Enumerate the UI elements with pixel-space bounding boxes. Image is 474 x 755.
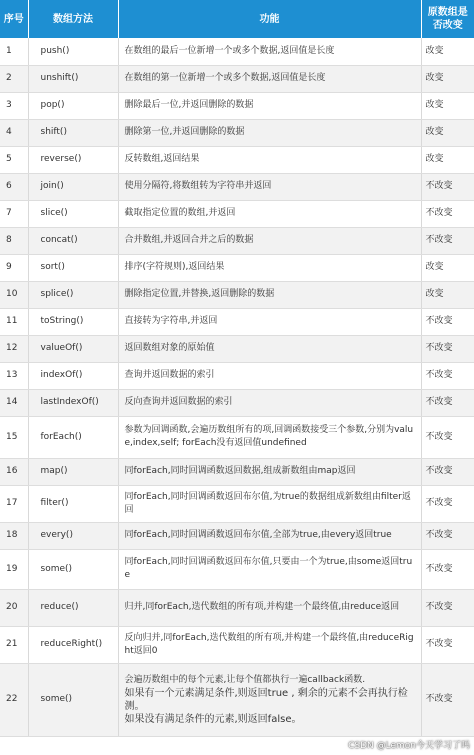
row-num: 18 [0, 522, 28, 549]
row-desc: 截取指定位置的数组,并返回 [118, 200, 421, 227]
row-desc: 在数组的最后一位新增一个或多个数据,返回值是长度 [118, 38, 421, 65]
row-change: 改变 [421, 119, 474, 146]
row-method: forEach() [28, 416, 118, 458]
row-method: reverse() [28, 146, 118, 173]
row-change: 不改变 [421, 335, 474, 362]
row-desc: 使用分隔符,将数组转为字符串并返回 [118, 173, 421, 200]
table-row [0, 335, 474, 362]
row-method: every() [28, 522, 118, 549]
row-method: filter() [28, 485, 118, 522]
row-change: 不改变 [421, 522, 474, 549]
row-change: 不改变 [421, 362, 474, 389]
row-desc: 删除第一位,并返回删除的数据 [118, 119, 421, 146]
row-method: some() [28, 663, 118, 736]
desc-line: 如果有一个元素满足条件,则返回true , 剩余的元素不会再执行检测。 [124, 687, 408, 712]
header-desc: 功能 [118, 0, 421, 38]
table-row [0, 626, 474, 663]
row-desc: 直接转为字符串,并返回 [118, 308, 421, 335]
header-num: 序号 [0, 0, 28, 38]
table-row [0, 92, 474, 119]
row-method: concat() [28, 227, 118, 254]
row-num: 13 [0, 362, 28, 389]
table-row [0, 362, 474, 389]
row-change: 改变 [421, 65, 474, 92]
row-desc: 返回数组对象的原始值 [118, 335, 421, 362]
row-change: 不改变 [421, 416, 474, 458]
row-desc: 反向归并,同forEach,迭代数组的所有项,并构建一个最终值,由reduceRight返回0 [118, 626, 421, 663]
row-num: 21 [0, 626, 28, 663]
row-change: 不改变 [421, 485, 474, 522]
table-row [0, 65, 474, 92]
row-change: 不改变 [421, 227, 474, 254]
row-method: unshift() [28, 65, 118, 92]
row-desc: 查询并返回数据的索引 [118, 362, 421, 389]
row-change: 改变 [421, 281, 474, 308]
table-row [0, 200, 474, 227]
row-desc: 归并,同forEach,迭代数组的所有项,并构建一个最终值,由reduce返回 [118, 589, 421, 626]
row-desc: 反向查询并返回数据的索引 [118, 389, 421, 416]
row-method: shift() [28, 119, 118, 146]
row-desc: 合并数组,并返回合并之后的数据 [118, 227, 421, 254]
row-num: 10 [0, 281, 28, 308]
table-row [0, 146, 474, 173]
row-method: sort() [28, 254, 118, 281]
table-row [0, 522, 474, 549]
row-method: map() [28, 458, 118, 485]
row-change: 不改变 [421, 458, 474, 485]
row-method: lastIndexOf() [28, 389, 118, 416]
row-num: 2 [0, 65, 28, 92]
row-change: 改变 [421, 38, 474, 65]
row-desc: 排序(字符规则),返回结果 [118, 254, 421, 281]
row-num: 4 [0, 119, 28, 146]
table-row [0, 458, 474, 485]
row-num: 5 [0, 146, 28, 173]
row-desc: 同forEach,同时回调函数返回布尔值,全部为true,由every返回true [118, 522, 421, 549]
table-row [0, 254, 474, 281]
row-change: 不改变 [421, 589, 474, 626]
row-method: push() [28, 38, 118, 65]
header-change: 原数组是否改变 [421, 0, 474, 38]
row-num: 22 [0, 663, 28, 736]
table-row [0, 308, 474, 335]
row-num: 7 [0, 200, 28, 227]
table-row [0, 589, 474, 626]
table-row [0, 389, 474, 416]
table-row [0, 227, 474, 254]
row-num: 16 [0, 458, 28, 485]
watermark: CSDN @Lemon今天学习了吗 [348, 741, 470, 751]
row-desc: 在数组的第一位新增一个或多个数据,返回值是长度 [118, 65, 421, 92]
row-num: 14 [0, 389, 28, 416]
row-change: 不改变 [421, 626, 474, 663]
desc-line: 如果没有满足条件的元素,则返回false。 [124, 713, 302, 725]
row-method: splice() [28, 281, 118, 308]
table-row [0, 173, 474, 200]
row-num: 1 [0, 38, 28, 65]
row-num: 11 [0, 308, 28, 335]
row-num: 15 [0, 416, 28, 458]
table-row [0, 416, 474, 458]
row-change: 不改变 [421, 308, 474, 335]
table-row [0, 663, 474, 736]
row-method: join() [28, 173, 118, 200]
row-desc: 同forEach,同时回调函数返回布尔值,只要由一个为true,由some返回true [118, 549, 421, 589]
row-num: 3 [0, 92, 28, 119]
table-row [0, 549, 474, 589]
row-change: 不改变 [421, 549, 474, 589]
row-num: 19 [0, 549, 28, 589]
row-method: toString() [28, 308, 118, 335]
row-method: reduceRight() [28, 626, 118, 663]
row-desc: 参数为回调函数,会遍历数组所有的项,回调函数接受三个参数,分别为value,index,self; forEach没有返回值undefined [118, 416, 421, 458]
table-row [0, 281, 474, 308]
row-desc: 同forEach,同时回调函数返回数据,组成新数组由map返回 [118, 458, 421, 485]
table-row [0, 119, 474, 146]
row-change: 改变 [421, 146, 474, 173]
table-row [0, 485, 474, 522]
row-num: 6 [0, 173, 28, 200]
table-header-row [0, 0, 474, 38]
row-desc: 删除指定位置,并替换,返回删除的数据 [118, 281, 421, 308]
row-desc: 删除最后一位,并返回删除的数据 [118, 92, 421, 119]
row-change: 不改变 [421, 173, 474, 200]
row-change: 改变 [421, 254, 474, 281]
row-num: 20 [0, 589, 28, 626]
row-method: some() [28, 549, 118, 589]
row-desc: 同forEach,同时回调函数返回布尔值,为true的数据组成新数组由filter返回 [118, 485, 421, 522]
table-row [0, 38, 474, 65]
row-method: pop() [28, 92, 118, 119]
row-change: 不改变 [421, 663, 474, 736]
row-num: 17 [0, 485, 28, 522]
row-method: reduce() [28, 589, 118, 626]
row-num: 12 [0, 335, 28, 362]
row-method: indexOf() [28, 362, 118, 389]
row-change: 改变 [421, 92, 474, 119]
header-method: 数组方法 [28, 0, 118, 38]
desc-line: 会遍历数组中的每个元素,让每个值都执行一遍callback函数. [124, 674, 366, 685]
row-num: 8 [0, 227, 28, 254]
row-num: 9 [0, 254, 28, 281]
row-change: 不改变 [421, 200, 474, 227]
row-desc [118, 663, 421, 736]
row-method: slice() [28, 200, 118, 227]
row-method: valueOf() [28, 335, 118, 362]
row-change: 不改变 [421, 389, 474, 416]
row-desc: 反转数组,返回结果 [118, 146, 421, 173]
